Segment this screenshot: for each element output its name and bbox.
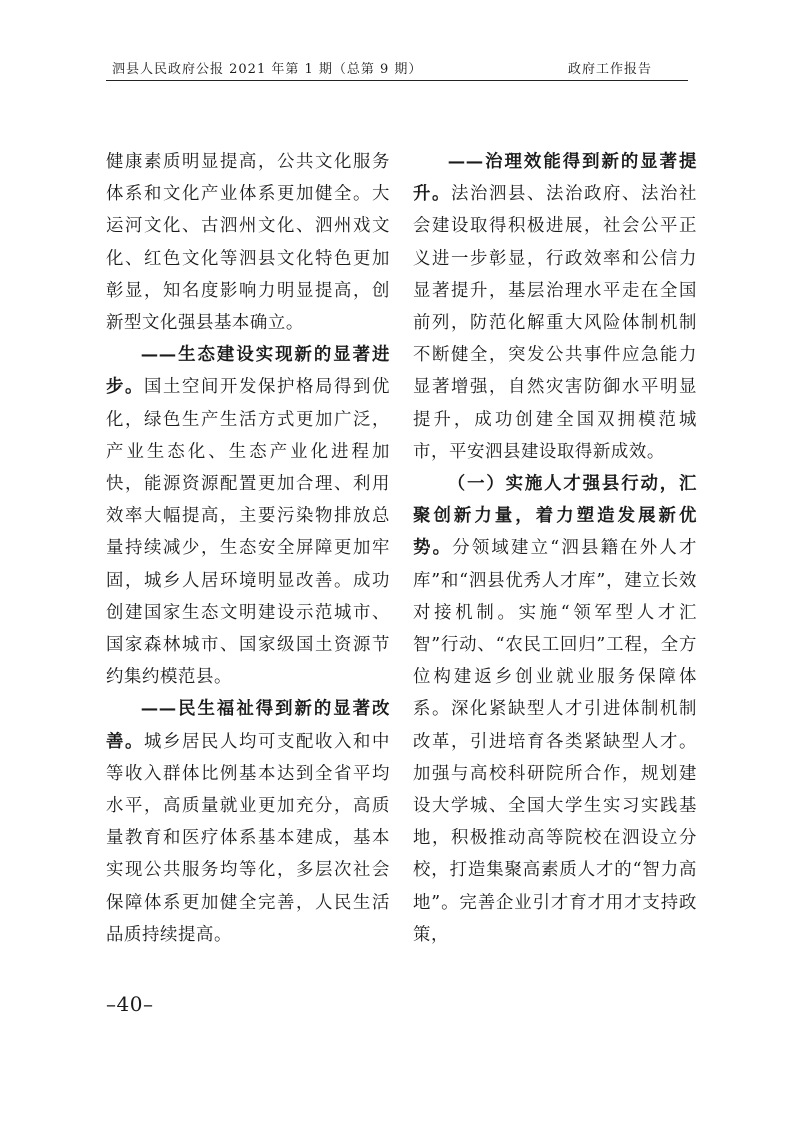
paragraph-talent [413, 468, 697, 951]
text-livelihood: 城乡居民人均可支配收入和中等收入群体比例基本达到全省平均水平，高质量就业更加充分，高质量教育和医疗体系基本建成，基本实现公共服务均等化，多层次社会保障体系更加健全完善，人民生活品质持续提高。 [106, 731, 390, 945]
header-rule [106, 80, 688, 81]
page-header [106, 56, 688, 78]
heading-talent: （一）实施人才强县行动，汇聚创新力量，着力塑造发展新优势。 [413, 474, 697, 559]
paragraph-livelihood [106, 693, 390, 951]
paragraph-culture: 健康素质明显提高，公共文化服务体系和文化产业体系更加健全。大运河文化、古泗州文化、泗州戏文化、红色文化等泗县文化特色更加彰显，知名度影响力明显提高，创新型文化强县基本确立。 [106, 152, 390, 334]
journal-title: 泗县人民政府公报 2021 年第 1 期（总第 9 期） [112, 62, 423, 77]
paragraph-ecology [106, 339, 390, 693]
text-ecology: 国土空间开发保护格局得到优化，绿色生产生活方式更加广泛，产业生态化、生态产业化进程加快，能源资源配置更加合理、利用效率大幅提高，主要污染物排放总量持续减少，生态安全屏障更加牢固，城乡人居环境明显改善。成功创建国家生态文明建设示范城市、国家森林城市、国家级国土资源节约集约模范县。 [106, 377, 390, 688]
left-column [106, 146, 390, 951]
text-governance: 法治泗县、法治政府、法治社会建设取得积极进展，社会公平正义进一步彰显，行政效率和公信力显著提升，基层治理水平走在全国前列，防范化解重大风险体制机制不断健全，突发公共事件应急能力显著增强，自然灾害防御水平明显提升，成功创建全国双拥模范城市，平安泗县建设取得新成效。 [413, 184, 697, 462]
heading-governance: ——治理效能得到新的显著提升。 [413, 152, 697, 205]
heading-livelihood: ——民生福祉得到新的显著改善。 [106, 699, 390, 752]
section-title: 政府工作报告 [567, 62, 652, 77]
paragraph-governance [413, 146, 697, 468]
page-number: –40– [106, 992, 154, 1016]
right-column [413, 146, 697, 951]
heading-ecology: ——生态建设实现新的显著进步。 [106, 345, 390, 398]
text-talent: 分领域建立“泗县籍在外人才库”和“泗县优秀人才库”，建立长效对接机制。实施“领军型人才汇智”行动、“农民工回归”工程，全方位构建返乡创业就业服务保障体系。深化紧缺型人才引进体制机制改革，引进培育各类紧缺型人才。加强与高校科研院所合作，规划建设大学城、全国大学生实习实践基地，积极推动高等院校在泗设立分校，打造集聚高素质人才的“智力高地”。完善企业引才育才用才支持政策， [413, 538, 697, 945]
